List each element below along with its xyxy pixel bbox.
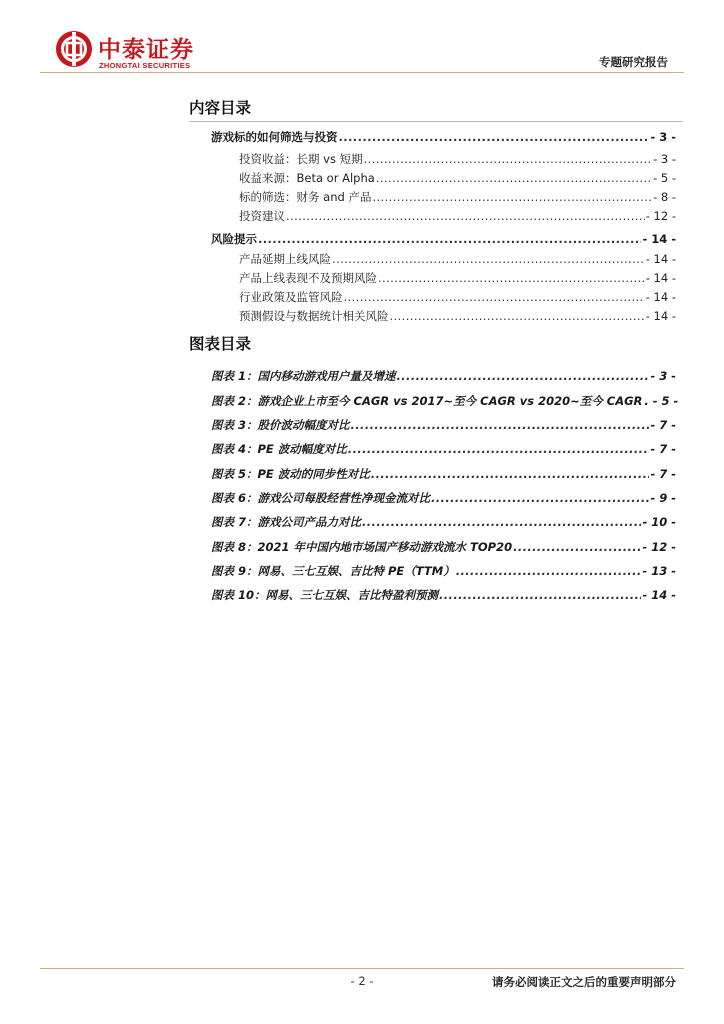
figure-entry-label: 图表 4：PE 波动幅度对比 — [211, 442, 347, 456]
dot-leader — [362, 515, 641, 529]
figure-entry-label: 图表 6：游戏公司每股经营性净现金流对比 — [211, 491, 431, 505]
figure-entry[interactable] — [211, 587, 676, 603]
toc-entry-label: 预测假设与数据统计相关风险 — [239, 309, 389, 323]
toc-entry-page: - 3 - — [653, 152, 676, 166]
figure-entry-label: 图表 3：股价波动幅度对比 — [211, 418, 350, 432]
figure-entry-label: 图表 7：游戏公司产品力对比 — [211, 515, 362, 529]
figure-entry[interactable] — [211, 368, 676, 384]
figure-entry-label: 图表 8：2021 年中国内地市场国产移动游戏流水 TOP20 — [211, 540, 513, 554]
toc-entry-page: - 5 - — [653, 171, 676, 185]
toc-entry-label: 风险提示 — [211, 232, 257, 246]
toc-entry-label: 投资收益：长期 vs 短期 — [239, 152, 363, 166]
figure-entry-label: 图表 2：游戏企业上市至今 CAGR vs 2017~至今 CAGR vs 2020~至今 CAGR — [211, 394, 643, 408]
dot-leader — [351, 418, 650, 432]
toc-entry-page: - 12 - — [645, 209, 676, 223]
figure-entry-page: - 10 - — [642, 515, 676, 529]
toc-entry-page: - 14 - — [645, 252, 676, 266]
page-number: - 2 - — [350, 974, 374, 988]
figure-entry-page: - 7 - — [650, 418, 676, 432]
toc-entry-page: - 14 - — [642, 232, 676, 246]
figure-entry-label: 图表 1：国内移动游戏用户量及增速 — [211, 369, 396, 383]
figure-entry[interactable] — [211, 514, 676, 530]
figure-entry-page: - 14 - — [642, 588, 676, 602]
toc-entry-page: - 3 - — [650, 130, 676, 144]
dot-leader — [371, 467, 650, 481]
figure-entry-page: - 12 - — [642, 540, 676, 554]
toc-entry-label: 游戏标的如何筛选与投资 — [211, 130, 338, 144]
figure-entry[interactable] — [211, 466, 676, 482]
figure-entry[interactable] — [211, 539, 676, 555]
toc-entry-label: 标的筛选：财务 and 产品 — [239, 190, 372, 204]
toc-entry-label: 产品上线表现不及预期风险 — [239, 271, 377, 285]
dot-leader — [456, 564, 642, 578]
figure-entry-page: - 7 - — [650, 467, 676, 481]
toc-entry-page: - 14 - — [645, 290, 676, 304]
figure-entry-label: 图表 9：网易、三七互娱、吉比特 PE（TTM） — [211, 564, 455, 578]
dot-leader — [348, 442, 650, 456]
figures-title: 图表目录 — [189, 335, 252, 353]
figure-entry-page: - 13 - — [642, 564, 676, 578]
company-name-cn: 中泰证券 — [98, 37, 194, 63]
figure-entry[interactable] — [211, 417, 676, 433]
toc-entry-page: - 8 - — [653, 190, 676, 204]
figure-entry-page: - 3 - — [650, 369, 676, 383]
company-name-en: ZHONGTAI SECURITIES — [99, 61, 191, 70]
toc-entry-label: 投资建议 — [239, 209, 285, 223]
figure-entry-page: - 7 - — [650, 442, 676, 456]
dot-leader — [513, 540, 641, 554]
figure-entry-page: - 9 - — [650, 491, 676, 505]
figure-entry-label: 图表 5：PE 波动的同步性对比 — [211, 467, 370, 481]
toc-entry-label: 产品延期上线风险 — [239, 252, 331, 266]
figure-entry[interactable] — [211, 563, 676, 579]
toc-entry-page: - 14 - — [645, 309, 676, 323]
toc-entry-page: - 14 - — [645, 271, 676, 285]
toc-entry-label: 行业政策及监管风险 — [239, 290, 343, 304]
dot-leader — [439, 588, 641, 602]
disclaimer-text: 请务必阅读正文之后的重要声明部分 — [492, 975, 676, 989]
figure-entry[interactable] — [211, 490, 676, 506]
figure-entry[interactable] — [211, 441, 676, 457]
figure-entry-page: . - 5 - — [644, 394, 679, 408]
footer-divider — [40, 968, 684, 969]
document-type: 专题研究报告 — [599, 55, 668, 69]
figure-entry[interactable] — [211, 393, 679, 409]
dot-leader — [397, 369, 650, 383]
contents-title: 内容目录 — [189, 99, 252, 117]
figure-entry-label: 图表 10：网易、三七互娱、吉比特盈利预测 — [211, 588, 439, 602]
toc-entry-label: 收益来源：Beta or Alpha — [239, 171, 375, 185]
dot-leader — [431, 491, 649, 505]
